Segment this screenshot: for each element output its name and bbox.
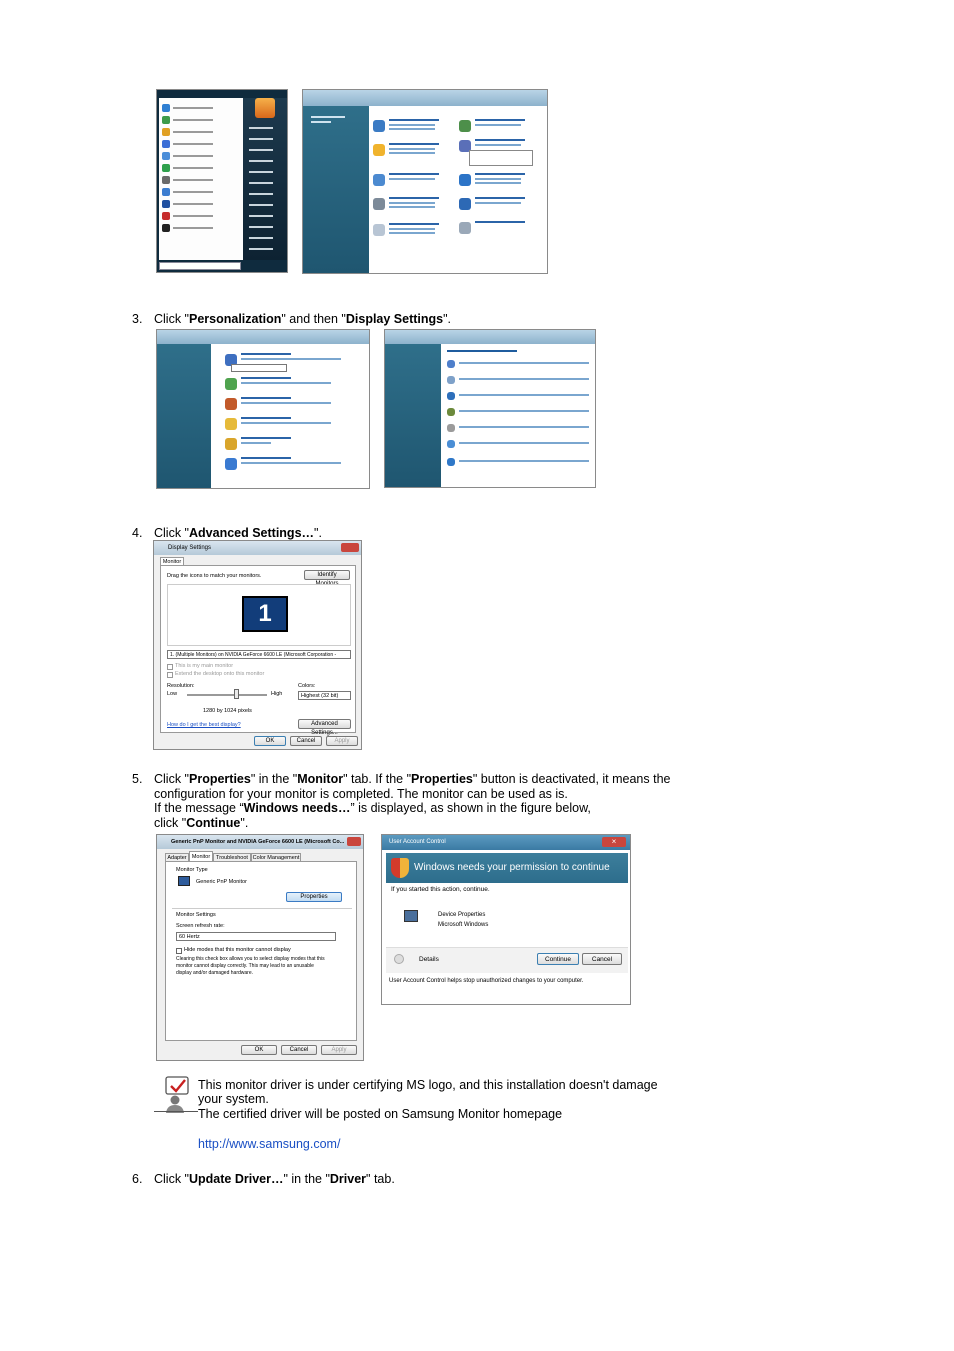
personalization-screenshot xyxy=(384,329,596,488)
program-name: Device Properties xyxy=(438,912,486,918)
display-settings-dialog xyxy=(153,540,362,750)
details-expand-icon[interactable] xyxy=(394,954,404,964)
tab-color-management[interactable]: Color Management xyxy=(252,855,300,861)
user-account-control-dialog xyxy=(381,834,631,1005)
tab-monitor[interactable]: Monitor xyxy=(189,851,213,862)
identify-monitors-button[interactable]: Identify xyxy=(304,570,350,580)
colors-label: Colors: xyxy=(298,683,316,689)
resolution-slider-track[interactable] xyxy=(187,694,267,696)
hide-modes-checkbox[interactable] xyxy=(176,948,182,954)
ok-button[interactable]: OK xyxy=(254,736,286,746)
note-divider xyxy=(154,1111,198,1112)
control-panel-sidebar xyxy=(303,106,369,273)
step-number: 6. xyxy=(132,1172,143,1186)
uac-started-text: If you started this action, continue. xyxy=(391,886,490,893)
address-bar xyxy=(303,90,547,106)
uac-footer: User Account Control helps stop unauthorized changes to your computer. xyxy=(389,978,584,984)
note-line-1: This monitor driver is under certifying MS logo, and this installation doesn't damage xyxy=(198,1078,658,1092)
control-panel-categories xyxy=(369,106,547,273)
note-icon xyxy=(158,1076,194,1114)
extend-desktop-checkbox[interactable] xyxy=(167,672,173,678)
refresh-rate-label: Screen refresh rate: xyxy=(176,923,225,929)
details-toggle[interactable]: Details xyxy=(419,956,439,963)
continue-button[interactable]: Continue xyxy=(537,953,579,965)
uac-header: Windows needs your permission to continue xyxy=(386,853,628,883)
monitor-tab-panel: Drag the icons to match your monitors. Identify 1 1. (Multiple Monitors) on NVIDIA GeForce 6600 LE (Microsoft Corporation - This is my main monitor Extend the desktop onto this monitor Resolution: Low High 1280 by 1024 pixels Colors: Highest (32 bit) How do I get the best display? Advanced Settings... xyxy=(160,565,356,733)
monitor-select[interactable]: 1. (Multiple Monitors) on NVIDIA GeForce 6600 LE (Microsoft Corporation - xyxy=(167,650,351,659)
cancel-button[interactable]: Cancel xyxy=(582,953,622,965)
step-4: 4. Click "Advanced Settings…". xyxy=(132,526,322,540)
tab-monitor[interactable]: Monitor xyxy=(160,557,184,566)
advanced-settings-button[interactable]: Advanced Settings... xyxy=(298,719,351,729)
start-search-box xyxy=(159,262,241,270)
note-line-3: The certified driver will be posted on Samsung Monitor homepage xyxy=(198,1107,563,1121)
step-3: 3. Click "Personalization" and then "Display Settings". xyxy=(132,312,452,326)
device-icon xyxy=(404,910,418,922)
start-menu-programs xyxy=(159,98,243,260)
drag-instruction: Drag the icons to match your monitors. xyxy=(167,573,262,579)
note-line-2: your system. xyxy=(198,1092,269,1106)
tab-troubleshoot[interactable]: Troubleshoot xyxy=(213,853,251,862)
step-number: 3. xyxy=(132,312,143,326)
step-5-line-3: If the message “Windows needs…” is displayed, as shown in the figure below, xyxy=(154,801,591,815)
apply-button[interactable]: Apply xyxy=(326,736,358,746)
close-icon[interactable] xyxy=(341,543,359,552)
step-number: 4. xyxy=(132,526,143,540)
refresh-rate-select[interactable]: 60 Hertz xyxy=(176,932,336,941)
resolution-high-label: High xyxy=(271,691,283,697)
start-menu-places xyxy=(243,98,287,260)
apply-button[interactable]: Apply xyxy=(321,1045,357,1055)
step-5-line-2: configuration for your monitor is completed. The monitor can be used as is. xyxy=(154,787,568,801)
monitor-settings-label: Monitor Settings xyxy=(176,912,216,918)
dialog-title: Generic PnP Monitor and NVIDIA GeForce 6600 LE (Microsoft Co... xyxy=(157,835,363,849)
appearance-personalization-screenshot xyxy=(156,329,370,489)
step-5-line-4: click "Continue". xyxy=(154,816,249,830)
monitor-type-label: Monitor Type xyxy=(176,867,208,873)
control-panel-screenshot xyxy=(302,89,548,274)
monitor-1-icon[interactable]: 1 xyxy=(242,596,288,632)
resolution-value: 1280 by 1024 pixels xyxy=(203,708,252,714)
start-menu-screenshot xyxy=(156,89,288,273)
cancel-button[interactable]: Cancel xyxy=(290,736,322,746)
step-6: 6. Click "Update Driver…" in the "Driver" tab. xyxy=(132,1172,395,1186)
cancel-button[interactable]: Cancel xyxy=(281,1045,317,1055)
monitor-properties-dialog xyxy=(156,834,364,1061)
main-monitor-checkbox[interactable] xyxy=(167,664,173,670)
monitor-type-value: Generic PnP Monitor xyxy=(196,879,247,885)
step-5-line-1: 5. Click "Properties" in the "Monitor" tab. If the "Properties" button is deactivated, it means the xyxy=(132,772,671,786)
close-icon[interactable] xyxy=(347,837,361,846)
dialog-title: Display Settings xyxy=(154,541,361,555)
monitor-arrangement-area xyxy=(167,584,351,646)
resolution-label: Resolution: xyxy=(167,683,195,689)
monitor-tab-panel: Monitor Type Generic PnP Monitor Properties Monitor Settings Screen refresh rate: 60 Hertz Hide modes that this monitor cannot display Clearing this check box allows you to select display modes that this monitor cannot display correctly. This may lead to an unusable display and/or damaged hardware. xyxy=(165,861,357,1041)
monitor-icon xyxy=(178,876,190,886)
best-display-help-link[interactable]: How do I get the best display? xyxy=(167,722,241,728)
close-icon[interactable]: × xyxy=(602,837,626,847)
ok-button[interactable]: OK xyxy=(241,1045,277,1055)
shield-icon xyxy=(391,858,409,878)
resolution-low-label: Low xyxy=(167,691,178,697)
tab-adapter[interactable]: Adapter xyxy=(165,853,189,862)
step-number: 5. xyxy=(132,772,143,786)
colors-select[interactable]: Highest (32 bit) xyxy=(298,691,351,700)
properties-button[interactable]: Properties xyxy=(286,892,342,902)
uac-title-bar: User Account Control × xyxy=(382,835,630,850)
resolution-slider-thumb[interactable] xyxy=(234,689,239,699)
samsung-link[interactable]: http://www.samsung.com/ xyxy=(198,1137,341,1151)
program-publisher: Microsoft Windows xyxy=(438,922,489,928)
